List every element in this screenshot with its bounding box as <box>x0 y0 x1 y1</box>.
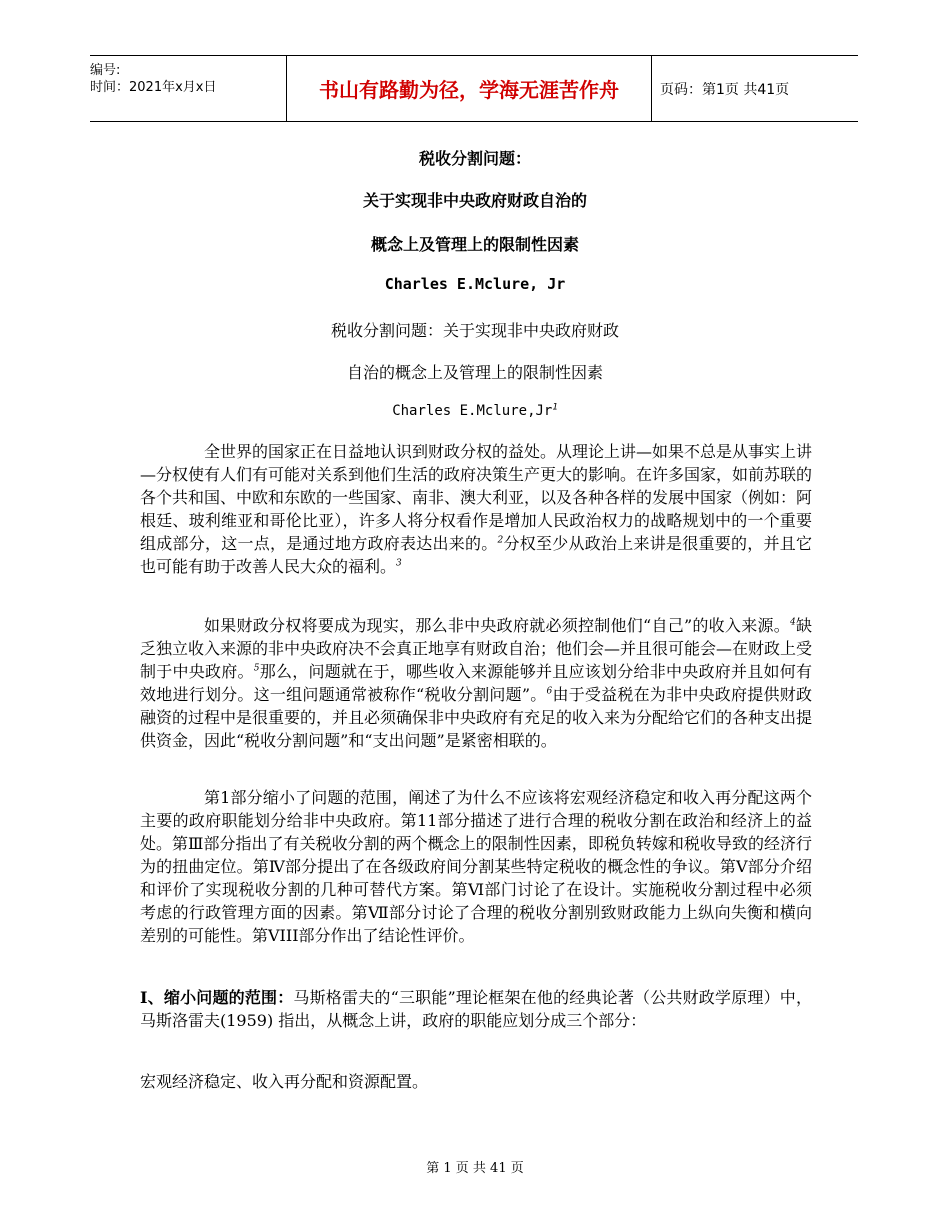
footnote-ref-2: 2 <box>497 535 504 546</box>
paragraph-2-text-b: 缺乏独立收入来源的非中央政府决不会真正地享有财政自治；他们会—并且很可能会—在财政上受制于中央政府。 <box>140 616 813 681</box>
paragraph-2-text-a: 如果财政分权将要成为现实，那么非中央政府就必须控制他们“自己”的收入来源。 <box>204 616 790 635</box>
paragraph-5-text: 宏观经济稳定、收入再分配和资源配置。 <box>140 1072 429 1091</box>
footnote-ref-3: 3 <box>396 558 402 569</box>
header-page-info: 页码：第1页 共41页 <box>660 81 790 98</box>
subtitle-line-2: 自治的概念上及管理上的限制性因素 <box>346 363 603 382</box>
paragraph-1-text-a: 全世界的国家正在日益地认识到财政分权的益处。从理论上讲—如果不总是从事实上讲—分权使有人们有可能对关系到他们生活的政府决策生产更大的影响。在许多国家，如前苏联的各个共和国、中欧和东欧的一些国家、南非、澳大利亚，以及各种各样的发展中国家（例如：阿根廷、玻利维亚和哥伦比亚），许多人将分权看作是增加人民政治权力的战略规划中的一个重要组成部分，这一点，是通过地方政府表达出来的。 <box>140 442 813 553</box>
paragraph-3 <box>140 786 812 947</box>
paragraph-5 <box>140 1070 812 1093</box>
footnote-ref-4: 4 <box>789 617 796 628</box>
paragraph-1 <box>140 440 812 578</box>
title-line-3: 概念上及管理上的限制性因素 <box>370 235 579 254</box>
document-number-label: 编号: <box>90 63 121 78</box>
footnote-ref-5: 5 <box>253 663 260 674</box>
subtitle-author <box>0 403 950 419</box>
title-line-2: 关于实现非中央政府财政自治的 <box>362 191 587 210</box>
page-footer: 第 1 页 共 41 页 <box>426 1161 524 1176</box>
subtitle-line-1: 税收分割问题：关于实现非中央政府财政 <box>330 321 619 340</box>
footnote-ref-6: 6 <box>546 686 553 697</box>
page-header <box>90 55 858 122</box>
section-1-heading: Ⅰ、缩小问题的范围： <box>140 988 294 1007</box>
title-line-1: 税收分割问题： <box>418 149 531 168</box>
paragraph-4-text: 马斯格雷夫的“三职能”理论框架在他的经典论著（公共财政学原理）中，马斯洛雷夫(1959) 指出，从概念上讲，政府的职能应划分成三个部分： <box>140 988 812 1030</box>
document-time-label: 时间：2021年x月x日 <box>90 80 217 95</box>
footnote-ref-1: 1 <box>552 402 558 413</box>
header-motto: 书山有路勤为径，学海无涯苦作舟 <box>286 56 652 121</box>
header-meta <box>90 56 286 121</box>
subtitle-author-name: Charles E.Mclure,Jr <box>392 403 553 419</box>
paragraph-2 <box>140 614 812 752</box>
paragraph-1-text-b: 分权至少从政治上来讲是很重要的，并且它也可能有助于改善人民大众的福利。 <box>140 534 812 576</box>
paragraph-3-text: 第1部分缩小了问题的范围，阐述了为什么不应该将宏观经济稳定和收入再分配这两个主要的政府职能划分给非中央政府。第11部分描述了进行合理的税收分割在政治和经济上的益处。第Ⅲ部分指出了有关税收分割的两个概念上的限制性因素，即税负转嫁和税收导致的经济行为的扭曲定位。第Ⅳ部分提出了在各级政府间分割某些特定税收的概念性的争议。第Ⅴ部分介绍和评价了实现税收分割的几种可替代方案。第Ⅵ部门讨论了在设计。实施税收分割过程中必须考虑的行政管理方面的因素。第Ⅶ部分讨论了合理的税收分割别致财政能力上纵向失衡和横向差别的可能性。第VIII部分作出了结论性评价。 <box>140 788 812 945</box>
title-author: Charles E.Mclure, Jr <box>384 275 566 293</box>
paragraph-2-text-d: 由于受益税在为非中央政府提供财政融资的过程中是很重要的，并且必须确保非中央政府有充足的收入来为分配给它们的各种支出提供资金，因此“税收分割问题”和“支出问题”是紧密相联的。 <box>140 685 813 750</box>
paragraph-4 <box>140 986 812 1032</box>
paragraph-2-text-c: 那么，问题就在于，哪些收入来源能够并且应该划分给非中央政府并且如何有效地进行划分。这一组问题通常被称作“税收分割问题”。 <box>140 662 812 704</box>
